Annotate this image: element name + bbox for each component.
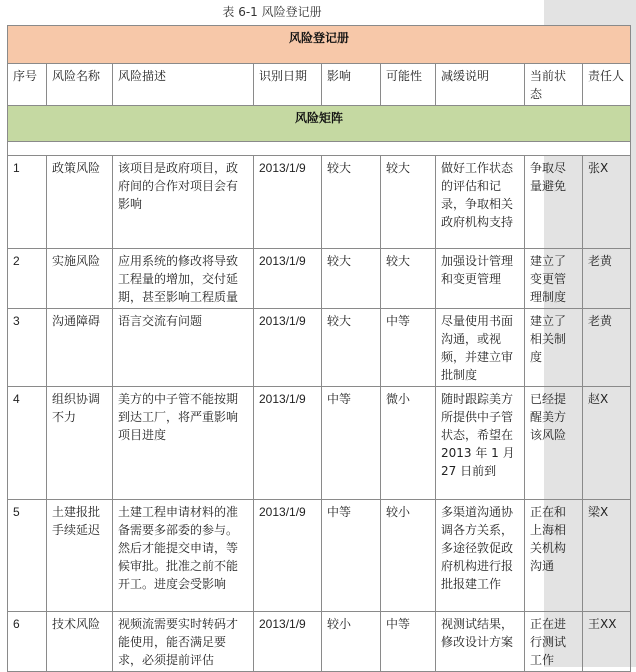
cell-name: 实施风险 xyxy=(47,249,113,309)
risk-rows xyxy=(8,156,631,672)
cell-owner: 梁X xyxy=(583,500,631,612)
cell-likelihood: 较大 xyxy=(381,156,436,249)
matrix-title-row xyxy=(8,106,631,142)
cell-owner: 赵X xyxy=(583,387,631,500)
cell-desc: 美方的中子管不能按期到达工厂，将严重影响项目进度 xyxy=(113,387,254,500)
cell-impact: 较小 xyxy=(322,612,381,672)
cell-mitigation: 尽量使用书面沟通，或视频，并建立审批制度 xyxy=(436,309,525,387)
cell-likelihood: 中等 xyxy=(381,309,436,387)
cell-no: 5 xyxy=(8,500,47,612)
risk-register-table xyxy=(7,25,631,672)
cell-status: 建立了相关制度 xyxy=(525,309,583,387)
register-title: 风险登记册 xyxy=(8,26,631,64)
register-title-row xyxy=(8,26,631,64)
cell-status: 争取尽量避免 xyxy=(525,156,583,249)
cell-impact: 中等 xyxy=(322,387,381,500)
header-name: 风险名称 xyxy=(47,64,113,106)
cell-name: 沟通障碍 xyxy=(47,309,113,387)
cell-owner: 老黄 xyxy=(583,249,631,309)
cell-impact: 较大 xyxy=(322,309,381,387)
table-row xyxy=(8,249,631,309)
cell-impact: 较大 xyxy=(322,249,381,309)
cell-likelihood: 中等 xyxy=(381,612,436,672)
cell-no: 1 xyxy=(8,156,47,249)
cell-mitigation: 视测试结果，修改设计方案 xyxy=(436,612,525,672)
cell-desc: 语言交流有问题 xyxy=(113,309,254,387)
matrix-title: 风险矩阵 xyxy=(8,106,631,142)
cell-impact: 较大 xyxy=(322,156,381,249)
cell-no: 6 xyxy=(8,612,47,672)
cell-no: 2 xyxy=(8,249,47,309)
cell-owner: 王XX xyxy=(583,612,631,672)
cell-status: 正在和上海相关机构沟通 xyxy=(525,500,583,612)
header-no: 序号 xyxy=(8,64,47,106)
cell-desc: 土建工程申请材料的准备需要多部委的参与。然后才能提交申请，等候审批。批准之前不能开工。进度会受影响 xyxy=(113,500,254,612)
cell-date: 2013/1/9 xyxy=(254,156,322,249)
cell-likelihood: 较小 xyxy=(381,500,436,612)
cell-likelihood: 微小 xyxy=(381,387,436,500)
cell-date: 2013/1/9 xyxy=(254,309,322,387)
table-row xyxy=(8,156,631,249)
cell-mitigation: 随时跟踪美方所提供中子管状态，希望在 2013 年 1 月 27 日前到 xyxy=(436,387,525,500)
table-row xyxy=(8,387,631,500)
header-desc: 风险描述 xyxy=(113,64,254,106)
cell-name: 技术风险 xyxy=(47,612,113,672)
cell-status: 正在进行测试工作 xyxy=(525,612,583,672)
cell-no: 4 xyxy=(8,387,47,500)
header-likelihood: 可能性 xyxy=(381,64,436,106)
cell-desc: 应用系统的修改将导致工程量的增加，交付延期，甚至影响工程质量 xyxy=(113,249,254,309)
cell-date: 2013/1/9 xyxy=(254,500,322,612)
header-impact: 影响 xyxy=(322,64,381,106)
cell-mitigation: 做好工作状态的评估和记录，争取相关政府机构支持 xyxy=(436,156,525,249)
header-date: 识别日期 xyxy=(254,64,322,106)
table-row xyxy=(8,612,631,672)
cell-no: 3 xyxy=(8,309,47,387)
cell-desc: 该项目是政府项目，政府间的合作对项目会有影响 xyxy=(113,156,254,249)
table-row xyxy=(8,309,631,387)
cell-name: 政策风险 xyxy=(47,156,113,249)
header-owner: 责任人 xyxy=(583,64,631,106)
table-row xyxy=(8,500,631,612)
cell-date: 2013/1/9 xyxy=(254,612,322,672)
cell-status: 已经提醒美方该风险 xyxy=(525,387,583,500)
cell-desc: 视频流需要实时转码才能使用，能否满足要求，必须提前评估 xyxy=(113,612,254,672)
cell-likelihood: 较大 xyxy=(381,249,436,309)
cell-mitigation: 加强设计管理和变更管理 xyxy=(436,249,525,309)
cell-status: 建立了变更管理制度 xyxy=(525,249,583,309)
table-caption: 表 6-1 风险登记册 xyxy=(222,5,322,19)
cell-date: 2013/1/9 xyxy=(254,249,322,309)
header-row xyxy=(8,64,631,106)
cell-name: 土建报批手续延迟 xyxy=(47,500,113,612)
cell-impact: 中等 xyxy=(322,500,381,612)
cell-date: 2013/1/9 xyxy=(254,387,322,500)
cell-owner: 张X xyxy=(583,156,631,249)
header-status: 当前状态 xyxy=(525,64,583,106)
header-mitigation: 减缓说明 xyxy=(436,64,525,106)
cell-owner: 老黄 xyxy=(583,309,631,387)
cell-mitigation: 多渠道沟通协调各方关系，多途径敦促政府机构进行报批报建工作 xyxy=(436,500,525,612)
cell-name: 组织协调不力 xyxy=(47,387,113,500)
section-gap xyxy=(8,142,631,156)
